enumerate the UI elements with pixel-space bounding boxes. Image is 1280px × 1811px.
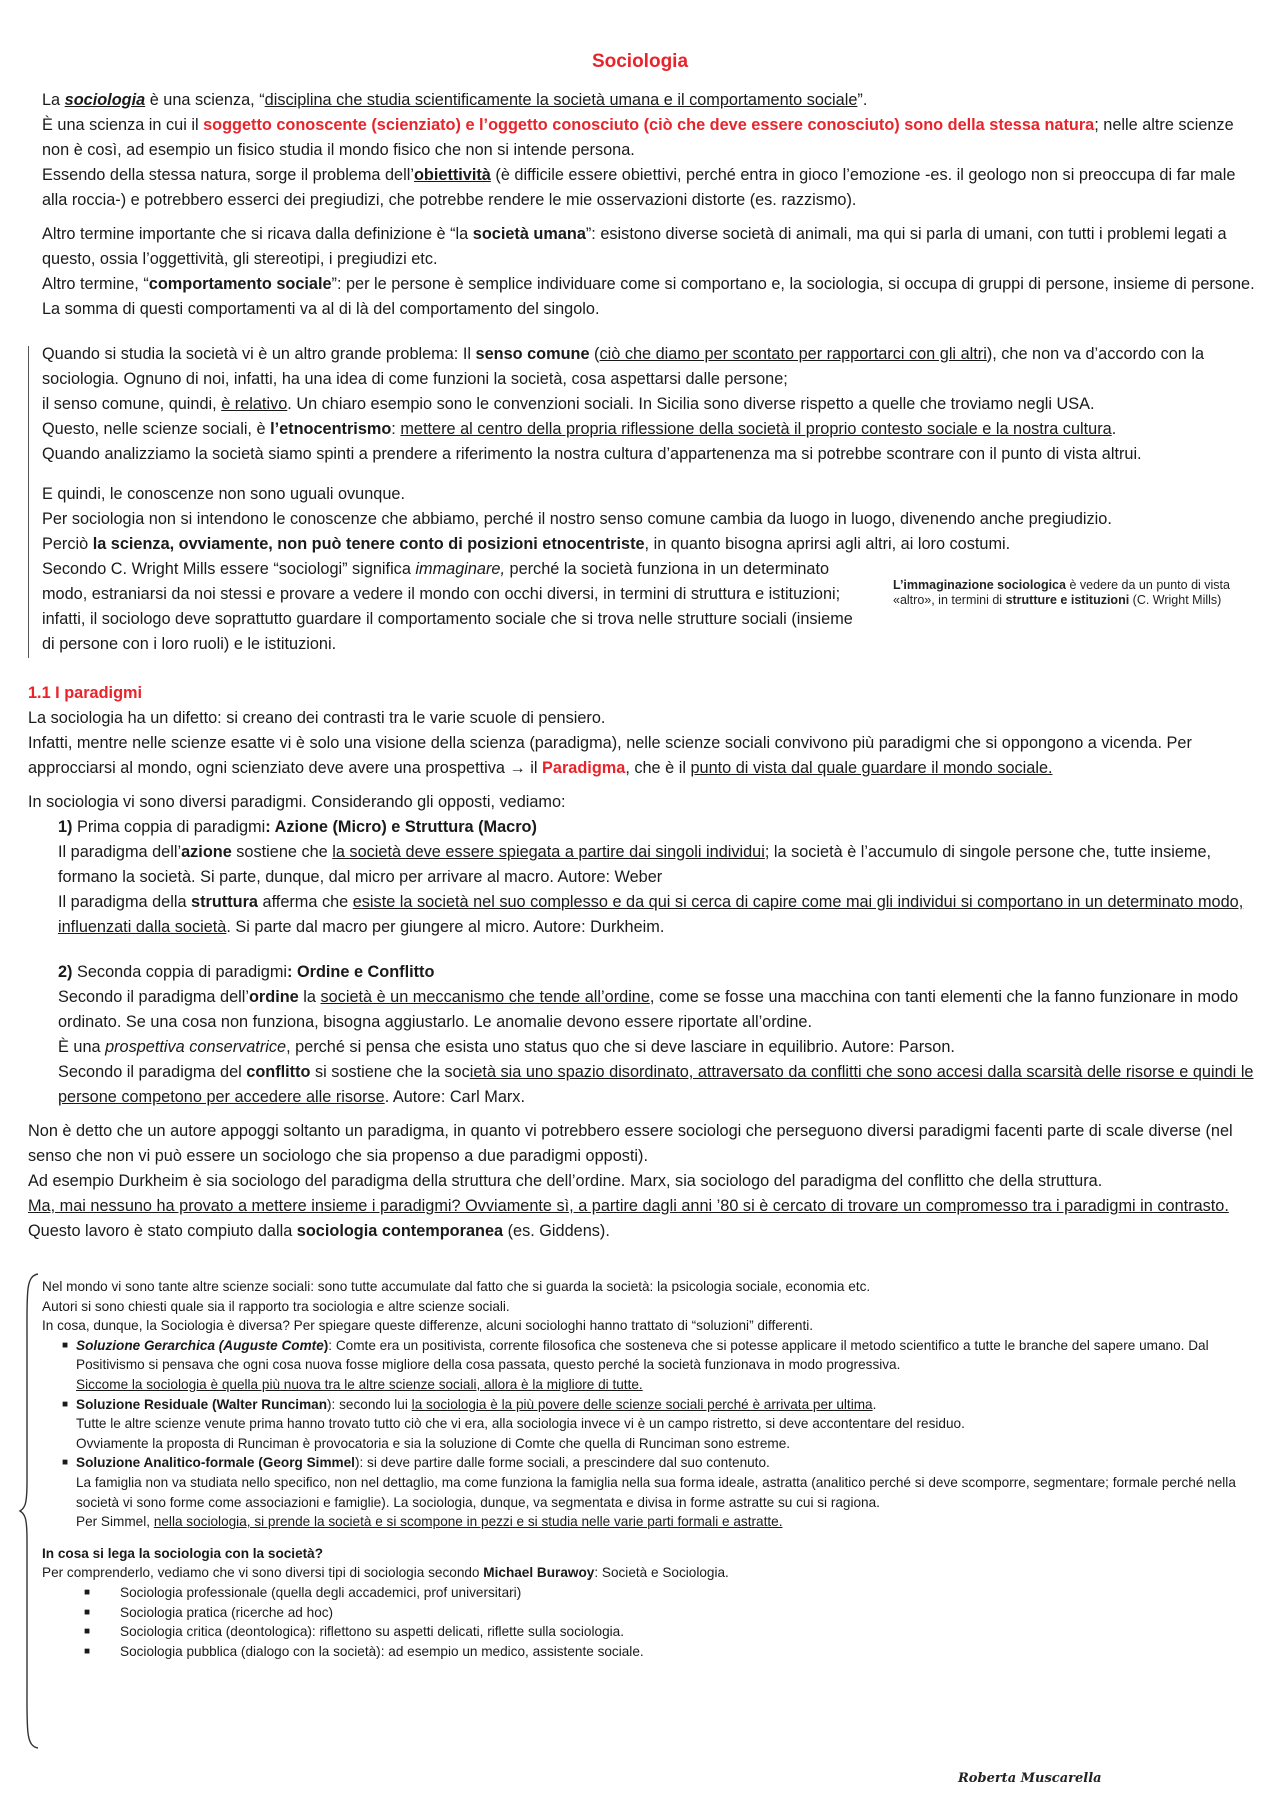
senso-paragraph-6: Per sociologia non si intendono le conoscenze che abbiamo, perché il nostro senso comune cambia da luogo in luogo, divenendo anche pregiudizio.	[42, 510, 1112, 528]
notes-line-1: Nel mondo vi sono tante altre scienze sociali: sono tutte accumulate dal fatto che si guarda la società: la psicologia sociale, economia etc.	[42, 1279, 871, 1294]
paradigmi-paragraph-2: Infatti, mentre nelle scienze esatte vi è solo una visione della scienza (paradigma), nelle scienze sociali convivono più paradigmi che si oppongono a vicenda. Per approcciarsi al mondo, ogni scienziato deve avere una prospettiva → il Paradigma, che è il punto di vista dal quale guardare il mondo sociale.	[28, 734, 1192, 777]
scienze-sociali-notes	[42, 1277, 1264, 1661]
square-bullet-icon: ■	[62, 1398, 69, 1410]
pair-1-heading: 1) Prima coppia di paradigmi: Azione (Micro) e Struttura (Macro)	[58, 818, 537, 836]
senso-paragraph-5: E quindi, le conoscenze non sono uguali ovunque.	[42, 485, 405, 503]
burawoy-intro: Per comprenderlo, vediamo che vi sono diversi tipi di sociologia secondo Michael Burawoy: Società e Sociologia.	[42, 1565, 729, 1581]
mills-paragraph: Secondo C. Wright Mills essere “sociologi” significa immaginare, perché la società funziona in un determinato modo, estraniarsi da noi stessi e provare a vedere il mondo con occhi diversi, in termini di struttura e istituzioni; infatti, il sociologo deve soprattutto guardare il comportamento sociale che si trova nelle strutture sociali (insieme di persone con i loro ruoli) e le istituzioni.	[42, 560, 853, 653]
intro-paragraph-5: Altro termine, “comportamento sociale”: per le persone è semplice individuare come si comportano e, la sociologia, si occupa di gruppi di persone, insieme di persone. La somma di questi comportamenti va al di là del comportamento del singolo.	[42, 275, 1255, 318]
square-bullet-icon: ■	[84, 1626, 91, 1638]
pair-1	[58, 815, 1263, 1110]
intro-paragraph-2: È una scienza in cui il soggetto conoscente (scienziato) e l’oggetto conosciuto (ciò che deve essere conosciuto) sono della stessa natura; nelle altre scienze non è così, ad esempio un fisico studia il mondo fisico che non si intende persona.	[42, 116, 1234, 159]
paradigmi-paragraph-3: In sociologia vi sono diversi paradigmi. Considerando gli opposti, vediamo:	[28, 793, 566, 811]
senso-comune-section	[42, 342, 1267, 467]
square-bullet-icon: ■	[62, 1339, 69, 1351]
square-bullet-icon: ■	[84, 1645, 91, 1657]
arrow-right-icon: →	[509, 759, 526, 777]
paradigmi-paragraph-6: Ma, mai nessuno ha provato a mettere insieme i paradigmi? Ovviamente sì, a partire dagli anni ’80 si è cercato di trovare un compromesso tra i paradigmi in contrasto. Questo lavoro è stato compiuto dalla sociologia contemporanea (es. Giddens).	[28, 1197, 1229, 1240]
paradigmi-paragraph-5: Ad esempio Durkheim è sia sociologo del paradigma della struttura che dell’ordine. Marx, sia sociologo del paradigma del conflitto che della struttura.	[28, 1172, 1103, 1190]
senso-paragraph-3: Questo, nelle scienze sociali, è l’etnocentrismo: mettere al centro della propria riflessione della società il proprio contesto sociale e la nostra cultura.	[42, 420, 1117, 438]
notes-line-3: In cosa, dunque, la Sociologia è diversa? Per spiegare queste differenze, alcuni sociologhi hanno trattato di “soluzioni” differenti.	[42, 1318, 814, 1334]
pair-2-heading: 2) Seconda coppia di paradigmi: Ordine e Conflitto	[58, 963, 435, 981]
author-signature: Roberta Muscarella	[958, 1771, 1102, 1786]
pair-2-conservatrice: È una prospettiva conservatrice, perché si pensa che esista uno status quo che si deve lasciare in equilibrio. Autore: Parson.	[58, 1038, 955, 1056]
senso-comune-continued	[42, 482, 1242, 557]
list-item: ■ Sociologia pratica (ricerche ad hoc)	[84, 1603, 1264, 1623]
senso-paragraph-4: Quando analizziamo la società siamo spinti a prendere a riferimento la nostra cultura d’appartenenza ma si potrebbe scontrare con il punto di vista altrui.	[42, 445, 1142, 463]
pair-2-conflitto: Secondo il paradigma del conflitto si sostiene che la società sia uno spazio disordinato, attraversato da conflitti che sono accesi dalla scarsità delle risorse e quindi le persone competono per accedere alle risorse. Autore: Carl Marx.	[58, 1063, 1254, 1106]
intro-paragraph-1: La sociologia è una scienza, “disciplina che studia scientificamente la società umana e il comportamento sociale”.	[42, 91, 868, 109]
square-bullet-icon: ■	[84, 1606, 91, 1618]
paradigmi-paragraph-1: La sociologia ha un difetto: si creano dei contrasti tra le varie scuole di pensiero.	[28, 709, 606, 727]
question-heading: In cosa si lega la sociologia con la società?	[42, 1545, 324, 1561]
solution-analitico-formale: ■ Soluzione Analitico-formale (Georg Simmel): si deve partire dalle forme sociali, a prescindere dal suo contenuto. La famiglia non va studiata nello specifico, non nel dettaglio, ma come funziona la famiglia nella sua forma ideale, astratta (analitico perché si deve scomporre, segmentare; formale perché nella società vi sono forme come associazioni e famiglie). La sociologia, dunque, va segmentata e divisa in forme astratte su cui si ragiona. Per Simmel, nella sociologia, si prende la società e si scompone in pezzi e si studia nelle varie parti formali e astratte.	[62, 1455, 1236, 1530]
solution-residuale: ■ Soluzione Residuale (Walter Runciman): secondo lui la sociologia è la più povere delle scienze sociali perché è arrivata per ultima. Tutte le altre scienze venute prima hanno trovato tutto ciò che vi era, alla sociologia invece vi è un campo ristretto, si deve accontentare del residuo. Ovviamente la proposta di Runciman è provocatoria e sia la soluzione di Comte che quella di Runciman sono estreme.	[62, 1396, 965, 1451]
section-heading: 1.1 I paradigmi	[28, 684, 143, 702]
senso-paragraph-1: Quando si studia la società vi è un altro grande problema: Il senso comune (ciò che diamo per scontato per rapportarci con gli altri), che non va d’accordo con la sociologia. Ognuno di noi, infatti, ha una idea di come funzioni la società, cosa aspettarsi dalle persone;	[42, 345, 1205, 388]
list-item: ■ Sociologia pubblica (dialogo con la società): ad esempio un medico, assistente sociale.	[84, 1642, 1264, 1662]
senso-paragraph-7: Perciò la scienza, ovviamente, non può tenere conto di posizioni etnocentriste, in quanto bisogna aprirsi agli altri, ai loro costumi.	[42, 535, 1011, 553]
list-item: ■ Sociologia professionale (quella degli accademici, prof universitari)	[84, 1583, 1264, 1603]
intro-paragraph-4: Altro termine importante che si ricava dalla definizione è “la società umana”: esistono diverse società di animali, ma qui si parla di umani, con tutti i problemi legati a questo, ossia l’oggettività, gli stereotipi, i pregiudizi etc.	[42, 225, 1227, 268]
list-item: ■ Sociologia critica (deontologica): riflettono su aspetti delicati, riflette sulla sociologia.	[84, 1622, 1264, 1642]
mills-side-note: L’immaginazione sociologica è vedere da un punto di vista «altro», in termini di strutture e istituzioni (C. Wright Mills)	[893, 578, 1230, 607]
curly-brace-icon	[18, 1272, 42, 1750]
pair-2-ordine: Secondo il paradigma dell’ordine la società è un meccanismo che tende all’ordine, come se fosse una macchina con tanti elementi che la fanno funzionare in modo ordinato. Se una cosa non funziona, bisogna aggiustarlo. Le anomalie devono essere riportate all’ordine.	[58, 988, 1239, 1031]
margin-rule	[28, 346, 29, 658]
pair-1-azione: Il paradigma dell’azione sostiene che la società deve essere spiegata a partire dai singoli individui; la società è l’accumulo di singole persone che, tutte insieme, formano la società. Si parte, dunque, dal micro per arrivare al macro. Autore: Weber	[58, 843, 1212, 886]
square-bullet-icon: ■	[84, 1586, 91, 1598]
paradigmi-paragraph-4: Non è detto che un autore appoggi soltanto un paradigma, in quanto vi potrebbero essere sociologi che perseguono diversi paradigmi facenti parte di scale diverse (nel senso che non vi può essere un sociologo che sia propenso a due paradigmi opposti).	[28, 1122, 1233, 1165]
solution-gerarchica: ■ Soluzione Gerarchica (Auguste Comte): Comte era un positivista, corrente filosofica che sosteneva che si potesse applicare il metodo scientifico a tutte le branche del sapere umano. Dal Positivismo si pensava che ogni cosa nuova fosse migliore della cosa passata, questo perché la società funzionava in modo progressiva. Siccome la sociologia è quella più nuova tra le altre scienze sociali, allora è la migliore di tutte.	[62, 1337, 1209, 1392]
pair-1-struttura: Il paradigma della struttura afferma che esiste la società nel suo complesso e da qui si cerca di capire come mai gli individui si comportano in un determinato modo, influenzati dalla società. Si parte dal macro per giungere al micro. Autore: Durkheim.	[58, 893, 1244, 936]
intro-paragraph-3: Essendo della stessa natura, sorge il problema dell’obiettività (è difficile essere obiettivi, perché entra in gioco l’emozione -es. il geologo non si preoccupa di far male alla roccia-) e potrebbero esserci dei pregiudizi, che potrebbe rendere le mie osservazioni distorte (es. razzismo).	[42, 166, 1236, 209]
page-title: Sociologia	[591, 51, 689, 72]
paradigmi-section	[28, 681, 1263, 1244]
senso-paragraph-2: il senso comune, quindi, è relativo. Un chiaro esempio sono le convenzioni sociali. In Sicilia sono diverse rispetto a quelle che troviamo negli USA.	[42, 395, 1095, 413]
notes-line-2: Autori si sono chiesti quale sia il rapporto tra sociologia e altre scienze sociali.	[42, 1298, 510, 1314]
intro-section	[42, 88, 1262, 322]
square-bullet-icon: ■	[62, 1457, 69, 1469]
